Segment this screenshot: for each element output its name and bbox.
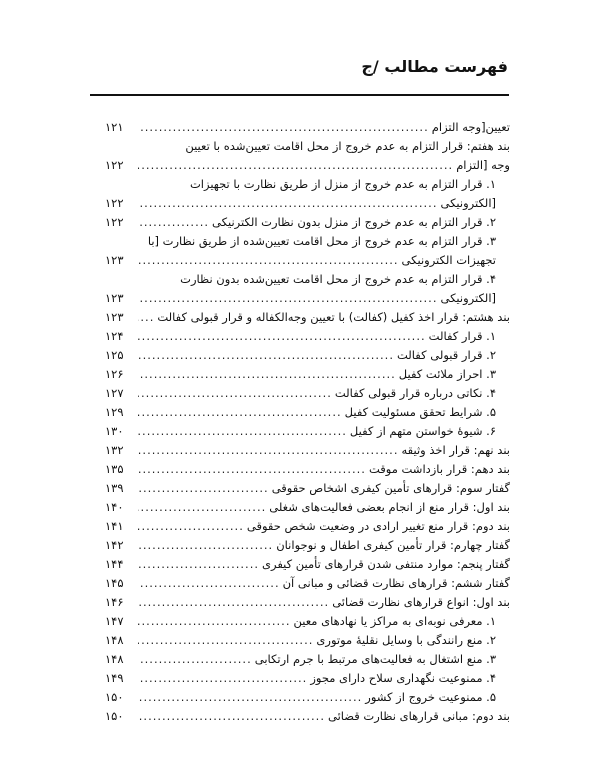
toc-entry [105, 555, 510, 574]
toc-entry-line [105, 707, 510, 726]
toc-entry-title: ۶. شیوهٔ خواستن متهم از کفیل [349, 424, 496, 438]
toc-entry-title: بند نهم: قرار اخذ وثیقه [401, 443, 510, 457]
toc-entry-title: گفتار چهارم: قرار تأمین کیفری اطفال و نوجوانان [276, 538, 510, 552]
toc-entry-title: بند هشتم: قرار اخذ کفیل (کفالت) با تعیین وجه‌الکفاله و قرار قبولی کفالت [157, 310, 510, 324]
dot-leader [138, 118, 429, 137]
toc-entry [105, 232, 510, 251]
dot-leader [138, 308, 154, 327]
toc-entry [105, 536, 510, 555]
toc-page-number: ۱۲۲ [105, 215, 124, 229]
toc-page-number: ۱۲۳ [105, 310, 124, 324]
toc-page-number: ۱۲۳ [105, 291, 124, 305]
toc-entry-line [105, 631, 496, 650]
toc-entry-line [105, 574, 510, 593]
toc-entry-line [105, 346, 496, 365]
toc-entry [105, 308, 510, 327]
toc-entry-line [105, 612, 496, 631]
dot-leader [138, 517, 244, 536]
toc-entry-title: ۴. نکاتی درباره قرار قبولی کفالت [334, 386, 496, 400]
toc-entry [105, 517, 510, 536]
toc-page-number: ۱۲۱ [105, 120, 124, 134]
toc-entry [105, 422, 510, 441]
toc-page-number: ۱۵۰ [105, 690, 124, 704]
toc-entry [105, 650, 510, 669]
dot-leader [138, 631, 313, 650]
toc-entry-line [105, 365, 496, 384]
toc-page-number: ۱۵۰ [105, 709, 124, 723]
toc-page-number: ۱۴۶ [105, 595, 124, 609]
toc-entry [105, 194, 510, 213]
toc-entry-title: تجهیزات الکترونیکی [401, 253, 496, 267]
toc-page-number: ۱۴۸ [105, 652, 124, 666]
dot-leader [138, 479, 269, 498]
dot-leader [138, 688, 362, 707]
toc-entry [105, 251, 510, 270]
toc-page-number: ۱۴۵ [105, 576, 124, 590]
toc-entry-line [105, 403, 496, 422]
toc-entry [105, 479, 510, 498]
toc-entry-title: گفتار پنجم: موارد منتفی شدن قرارهای تأمین کیفری [262, 557, 510, 571]
toc-page-number: ۱۳۹ [105, 481, 124, 495]
toc-entry-title: ۱. معرفی نوبه‌ای به مراکز یا نهادهای معین [293, 614, 496, 628]
toc-entry [105, 137, 510, 156]
toc-page-number: ۱۴۴ [105, 557, 124, 571]
toc-entry-text: ۳. قرار التزام به عدم خروج از محل اقامت تعیین‌شده از طریق نظارت [با [147, 234, 496, 248]
toc-entry-title: گفتار سوم: قرارهای تأمین کیفری اشخاص حقوقی [271, 481, 510, 495]
toc-entry [105, 156, 510, 175]
toc-page-number: ۱۲۶ [105, 367, 124, 381]
dot-leader [138, 650, 252, 669]
dot-leader [138, 498, 266, 517]
toc-entry-title: ۳. احراز ملائت کفیل [398, 367, 496, 381]
toc-entry [105, 574, 510, 593]
toc-page-number: ۱۴۹ [105, 671, 124, 685]
toc-entry [105, 270, 510, 289]
toc-entry [105, 669, 510, 688]
toc-entry [105, 175, 510, 194]
dot-leader [138, 327, 426, 346]
toc-page-number: ۱۳۵ [105, 462, 124, 476]
toc-entry-line [105, 308, 510, 327]
toc-entry-line [105, 536, 510, 555]
toc-entry-title: ۲. منع رانندگی با وسایل نقلیهٔ موتوری [316, 633, 496, 647]
toc-entry [105, 403, 510, 422]
toc-entry-line [105, 555, 510, 574]
toc-entry-title: [الکترونیکی [440, 196, 496, 210]
toc-entry-text: ۱. قرار التزام به عدم خروج از منزل از طریق نظارت با تجهیزات [189, 177, 496, 191]
toc-entry [105, 118, 510, 137]
toc-entry-line [105, 327, 496, 346]
toc-entry [105, 327, 510, 346]
dot-leader [138, 384, 332, 403]
toc-entry-line [105, 289, 496, 308]
toc-entry [105, 384, 510, 403]
toc-entry-title: ۲. قرار قبولی کفالت [397, 348, 496, 362]
toc-entry-line [105, 593, 510, 612]
dot-leader [138, 612, 291, 631]
toc-entry-line [105, 213, 496, 232]
dot-leader [138, 555, 259, 574]
toc-entry [105, 289, 510, 308]
toc-entry-title: بند اول: انواع قرارهای نظارت قضائی [332, 595, 510, 609]
dot-leader [138, 403, 342, 422]
toc-page-number: ۱۴۰ [105, 500, 124, 514]
toc-entry [105, 498, 510, 517]
toc-entry [105, 593, 510, 612]
toc-entry-line [105, 460, 510, 479]
toc-entry-title: ۵. ممنوعیت خروج از کشور [365, 690, 496, 704]
toc-entry-line [105, 498, 510, 517]
toc-entry-text: بند هفتم: قرار التزام به عدم خروج از محل اقامت تعیین‌شده با تعیین [185, 139, 510, 153]
page-header-title: فهرست مطالب /ج [361, 57, 508, 76]
toc-entry [105, 631, 510, 650]
dot-leader [138, 707, 325, 726]
toc-page-number: ۱۲۷ [105, 386, 124, 400]
dot-leader [138, 574, 280, 593]
toc-entry [105, 460, 510, 479]
toc-entry-title: بند اول: قرار منع از انجام بعضی فعالیت‌های شغلی [269, 500, 510, 514]
toc-entry-title: ۴. ممنوعیت نگهداری سلاح دارای مجوز [310, 671, 496, 685]
toc-entry-line [105, 156, 510, 175]
dot-leader [138, 422, 347, 441]
toc-entry-line [105, 688, 496, 707]
toc-entry-title: گفتار ششم: قرارهای نظارت قضائی و مبانی آن [282, 576, 510, 590]
toc-page-number: ۱۲۴ [105, 329, 124, 343]
toc-entry-line [105, 650, 496, 669]
toc-entry-line [105, 251, 496, 270]
toc-entry-title: [الکترونیکی [440, 291, 496, 305]
dot-leader [138, 346, 394, 365]
toc-entry-text: ۴. قرار التزام به عدم خروج از محل اقامت تعیین‌شده بدون نظارت [180, 272, 496, 286]
toc-entry-title: ۳. منع اشتغال به فعالیت‌های مرتبط با جرم ارتکابی [254, 652, 496, 666]
toc-entry [105, 213, 510, 232]
toc-entry-title: بند دوم: مبانی قرارهای نظارت قضائی [327, 709, 510, 723]
toc-page-number: ۱۴۸ [105, 633, 124, 647]
toc-entry [105, 346, 510, 365]
toc-entry-title: تعیین[وجه التزام [431, 120, 510, 134]
header-divider [90, 94, 509, 96]
toc-entry [105, 441, 510, 460]
toc-page-number: ۱۲۳ [105, 253, 124, 267]
toc-entry-title: بند دوم: قرار منع تغییر ارادی در وضعیت شخص حقوقی [246, 519, 510, 533]
toc-page-number: ۱۴۱ [105, 519, 124, 533]
dot-leader [138, 441, 399, 460]
dot-leader [138, 593, 329, 612]
toc-entry-line [105, 384, 496, 403]
toc-page-number: ۱۲۵ [105, 348, 124, 362]
toc-entry-title: ۲. قرار التزام به عدم خروج از منزل بدون نظارت الکترنیکی [212, 215, 496, 229]
toc-entry-line [105, 118, 510, 137]
dot-leader [138, 251, 399, 270]
table-of-contents [105, 118, 510, 726]
toc-page-number: ۱۲۹ [105, 405, 124, 419]
dot-leader [138, 194, 437, 213]
dot-leader [138, 460, 366, 479]
toc-entry-line [105, 441, 510, 460]
toc-page-number: ۱۲۲ [105, 158, 124, 172]
toc-page-number: ۱۳۲ [105, 443, 124, 457]
dot-leader [138, 365, 396, 384]
toc-entry-title: بند دهم: قرار بازداشت موقت [368, 462, 510, 476]
toc-entry-title: ۱. قرار کفالت [428, 329, 496, 343]
toc-entry-line [105, 517, 510, 536]
toc-entry-line [105, 669, 496, 688]
toc-page-number: ۱۴۲ [105, 538, 124, 552]
dot-leader [138, 213, 209, 232]
toc-entry-line [105, 479, 510, 498]
toc-entry [105, 365, 510, 384]
dot-leader [138, 289, 437, 308]
toc-entry-line [105, 422, 496, 441]
toc-entry [105, 688, 510, 707]
dot-leader [138, 669, 307, 688]
toc-page-number: ۱۳۰ [105, 424, 124, 438]
toc-page-number: ۱۲۲ [105, 196, 124, 210]
toc-entry [105, 707, 510, 726]
dot-leader [138, 156, 453, 175]
toc-entry-title: ۵. شرایط تحقق مسئولیت کفیل [344, 405, 496, 419]
dot-leader [138, 536, 273, 555]
toc-entry-title: وجه [التزام [456, 158, 510, 172]
toc-entry-line [105, 194, 496, 213]
toc-page-number: ۱۴۷ [105, 614, 124, 628]
toc-entry [105, 612, 510, 631]
